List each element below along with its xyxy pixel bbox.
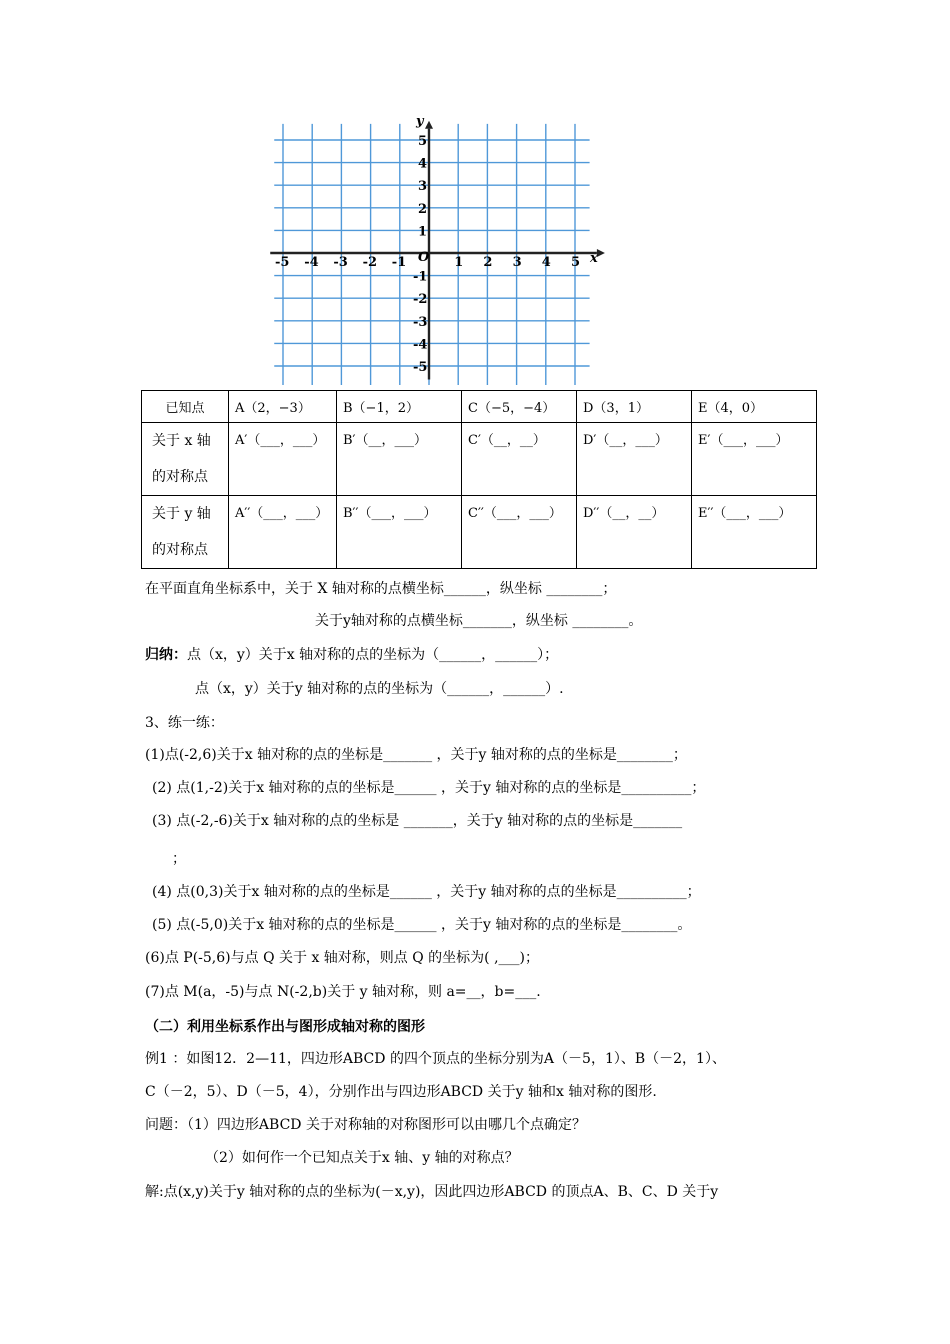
table-header-row [142, 391, 817, 423]
table-cell: E′′（___，___） [692, 496, 817, 569]
table-cell: B′′（___，___） [337, 496, 462, 569]
question-2: （2）如何作一个已知点关于x 轴、y 轴的对称点？ [205, 1150, 519, 1166]
y-tick-label: -5 [413, 360, 428, 375]
rule-line-x: 在平面直角坐标系中，关于 X 轴对称的点横坐标______，纵坐标 ________； [145, 581, 617, 597]
table-cell: A′′（___，___） [229, 496, 337, 569]
row-label-x-axis: 关于 x 轴的对称点 [142, 423, 229, 496]
y-axis-label: y [416, 115, 424, 129]
table-header-cell: B（−1，2） [337, 391, 462, 423]
x-tick-label: 3 [512, 255, 522, 270]
x-tick-label: 4 [541, 255, 551, 270]
practice-title: 3、练一练： [145, 715, 224, 731]
row-label-y-axis: 关于 y 轴的对称点 [142, 496, 229, 569]
table-cell: B′（__，___） [337, 423, 462, 496]
example-line-2: C（－2，5）、D（－5，4），分别作出与四边形ABCD 关于y 轴和x 轴对称的图形. [145, 1084, 657, 1100]
y-tick-label: 1 [418, 224, 428, 240]
summary-text-2: 点（x，y）关于y 轴对称的点的坐标为（______，______）. [195, 681, 564, 697]
y-tick-label: 5 [418, 134, 428, 149]
axes [270, 121, 605, 380]
table-cell: C′（__，__） [462, 423, 577, 496]
x-axis-label: x [590, 251, 598, 266]
table-row-x-axis [142, 423, 817, 496]
summary-text-1: 点（x，y）关于x 轴对称的点的坐标为（______，______）； [187, 647, 559, 663]
practice-item-3: (3) 点(-2,-6)关于x 轴对称的点的坐标是 _______，关于y 轴对称的点的坐标是_______ [152, 813, 683, 829]
x-tick-label: 1 [454, 255, 464, 270]
x-tick-label: -2 [362, 255, 378, 270]
practice-item-7: (7)点 M(a，-5)与点 N(-2,b)关于 y 轴对称，则 a=__，b=___. [145, 984, 541, 1000]
x-axis-arrow [597, 249, 605, 257]
x-tick-label: -1 [391, 255, 407, 270]
practice-item-6: (6)点 P(-5,6)与点 Q 关于 x 轴对称，则点 Q 的坐标为( ,___)； [145, 950, 539, 966]
symmetry-points-table [141, 390, 817, 569]
section-heading: （二）利用坐标系作出与图形成轴对称的图形 [145, 1019, 425, 1035]
y-axis-arrow [425, 121, 433, 129]
coordinate-grid-figure [270, 115, 605, 385]
practice-item-5: (5) 点(-5,0)关于x 轴对称的点的坐标是______ ，关于y 轴对称的点的坐标是________。 [152, 917, 692, 933]
solution-line: 解:点(x,y)关于y 轴对称的点的坐标为(－x,y)，因此四边形ABCD 的顶点A、B、C、D 关于y [145, 1184, 719, 1200]
table-row-y-axis [142, 496, 817, 569]
y-tick-label: -1 [413, 269, 428, 285]
table-cell: C′′（___，___） [462, 496, 577, 569]
y-tick-label: -2 [413, 292, 428, 308]
y-tick-label: 3 [418, 179, 428, 195]
practice-item-1: (1)点(-2,6)关于x 轴对称的点的坐标是_______ ，关于y 轴对称的点的坐标是________； [145, 747, 687, 763]
x-tick-label: -5 [275, 255, 290, 270]
table-cell: D′（__，___） [577, 423, 692, 496]
x-tick-label: -3 [333, 255, 348, 270]
table-cell: A′（___，___） [229, 423, 337, 496]
y-tick-label: 2 [418, 201, 428, 217]
table-header-cell: A（2，−3） [229, 391, 337, 423]
table-cell: E′（___，___） [692, 423, 817, 496]
x-tick-label: 5 [571, 255, 581, 270]
practice-item-2: (2) 点(1,-2)关于x 轴对称的点的坐标是______ ，关于y 轴对称的点的坐标是__________； [152, 780, 706, 796]
practice-item-3-end: ； [172, 851, 186, 867]
practice-item-4: (4) 点(0,3)关于x 轴对称的点的坐标是______ ，关于y 轴对称的点的坐标是__________； [152, 884, 701, 900]
example-line-1: 例1 ：如图12．2—11，四边形ABCD 的四个顶点的坐标分别为A（－5，1）、B（－2，1）、 [145, 1051, 726, 1067]
table-header-cell: 已知点 [142, 391, 229, 423]
table-header-cell: E（4，0） [692, 391, 817, 423]
table-cell: D′′（__，__） [577, 496, 692, 569]
question-1: 问题：（1）四边形ABCD 关于对称轴的对称图形可以由哪几个点确定？ [145, 1117, 586, 1133]
summary-label: 归纳： [145, 647, 187, 663]
y-tick-label: -4 [413, 337, 428, 353]
table-header-cell: D（3，1） [577, 391, 692, 423]
rule-line-y: 关于y轴对称的点横坐标_______，纵坐标 ________。 [315, 613, 643, 629]
x-tick-label: -4 [304, 255, 319, 270]
y-tick-label: 4 [418, 156, 428, 172]
origin-label: O [418, 250, 430, 265]
x-tick-label: 2 [483, 255, 493, 270]
table-header-cell: C（−5，−4） [462, 391, 577, 423]
summary-row-1 [145, 644, 558, 664]
y-tick-label: -3 [413, 314, 428, 330]
